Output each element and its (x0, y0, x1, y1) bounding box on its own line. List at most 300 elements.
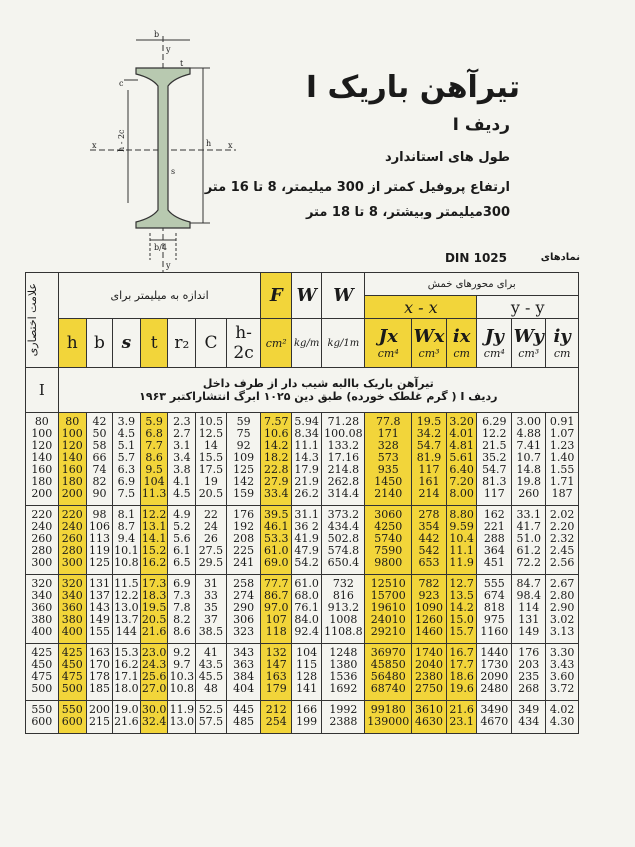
value-Wy: 61.2 (516, 544, 541, 557)
value-t: 9.5 (145, 463, 163, 476)
value-mark: 500 (31, 682, 53, 695)
value-iy: 2.02 (549, 508, 575, 521)
value-h: 400 (61, 625, 83, 638)
value-ix: 4.81 (449, 439, 474, 452)
value-t: 15.2 (141, 544, 167, 557)
value-r2: 6.5 (173, 556, 191, 569)
value-ix: 17.7 (449, 658, 474, 671)
cell-h (58, 506, 86, 575)
value-h: 260 (61, 532, 83, 545)
cell-Jy (477, 701, 512, 734)
value-mark: 280 (31, 544, 53, 557)
value-W2: 133.2 (327, 439, 360, 452)
value-Jx: 573 (377, 451, 399, 464)
value-h: 380 (61, 613, 83, 626)
value-F: 18.2 (263, 451, 289, 464)
value-c: 52.5 (198, 703, 224, 716)
value-t: 25.6 (141, 670, 167, 683)
value-ix: 11.1 (449, 544, 474, 557)
value-Jx: 29210 (370, 625, 406, 638)
value-t: 20.5 (141, 613, 167, 626)
header-iy-symbol: iy (553, 326, 571, 347)
value-Wy: 203 (518, 658, 540, 671)
value-Jx: 139000 (367, 715, 410, 728)
value-r2: 10.8 (169, 682, 195, 695)
value-Wy: 41.7 (516, 520, 541, 533)
value-mark: 220 (31, 508, 53, 521)
value-Jy: 12.2 (482, 427, 507, 440)
value-t: 104 (143, 475, 165, 488)
value-b: 215 (88, 715, 110, 728)
value-F: 107 (265, 613, 287, 626)
value-Wy: 268 (518, 682, 540, 695)
value-iy: 4.02 (549, 703, 575, 716)
value-h: 340 (61, 589, 83, 602)
cell-h2c (226, 413, 261, 506)
value-W2: 214.8 (327, 463, 360, 476)
header-r2: r₂ (168, 319, 196, 368)
cell-W2 (322, 701, 365, 734)
value-c: 38.5 (198, 625, 224, 638)
length-line-2: 300میلیمتر وبیشتر، 8 تا 18 متر (305, 205, 510, 220)
cell-t (140, 575, 168, 644)
value-mark: 140 (31, 451, 53, 464)
value-s: 17.1 (114, 670, 139, 683)
cell-F (261, 413, 291, 506)
value-iy: 0.91 (549, 415, 575, 428)
table-body (26, 368, 579, 734)
value-s: 4.5 (117, 427, 136, 440)
value-Wy: 131 (518, 613, 540, 626)
value-r2: 9.7 (173, 658, 191, 671)
value-Jx: 3060 (374, 508, 403, 521)
value-c: 24 (203, 520, 218, 533)
value-Jy: 35.2 (482, 451, 507, 464)
value-h2c: 109 (233, 451, 255, 464)
cell-Wy (512, 701, 546, 734)
value-Wx: 161 (418, 475, 440, 488)
value-Jy: 1160 (480, 625, 509, 638)
unit-W: kg/m (291, 319, 321, 368)
value-Wy: 33.1 (516, 508, 541, 521)
value-c: 12.5 (198, 427, 224, 440)
value-r2: 6.9 (173, 577, 191, 590)
cell-Jx (365, 413, 412, 506)
cell-W (291, 413, 321, 506)
cell-iy (546, 506, 579, 575)
cell-Jy (477, 644, 512, 701)
value-h: 475 (61, 670, 83, 683)
value-t: 23.0 (141, 646, 167, 659)
value-h: 300 (61, 556, 83, 569)
value-mark: 425 (31, 646, 53, 659)
cell-s (113, 644, 141, 701)
unit-W2: kg/1m (322, 319, 365, 368)
value-Wx: 1740 (415, 646, 444, 659)
value-ix: 23.1 (449, 715, 474, 728)
unit-iy: cm (553, 347, 571, 360)
value-t: 13.1 (141, 520, 167, 533)
unit-Wx: cm³ (418, 347, 440, 360)
value-c: 15.5 (198, 451, 224, 464)
value-F: 86.7 (263, 589, 289, 602)
cell-ix (446, 506, 476, 575)
cell-Jx (365, 701, 412, 734)
cell-c (196, 506, 226, 575)
value-Wx: 4630 (415, 715, 444, 728)
value-W2: 1108.8 (324, 625, 363, 638)
header-Jx-symbol: Jx (378, 326, 398, 347)
value-iy: 2.32 (549, 532, 575, 545)
value-W2: 1992 (329, 703, 358, 716)
cell-c (196, 644, 226, 701)
value-s: 144 (115, 625, 137, 638)
value-Wx: 34.2 (416, 427, 442, 440)
value-Wy: 235 (518, 670, 540, 683)
value-t: 30.0 (141, 703, 167, 716)
value-t: 19.5 (141, 601, 167, 614)
value-s: 13.0 (114, 601, 139, 614)
value-s: 19.0 (114, 703, 139, 716)
value-t: 5.9 (145, 415, 163, 428)
value-Wy: 19.8 (516, 475, 541, 488)
value-Wx: 1260 (415, 613, 444, 626)
data-group-row (26, 575, 579, 644)
cell-r2 (168, 413, 196, 506)
value-b: 90 (92, 487, 107, 500)
value-W2: 650.4 (327, 556, 360, 569)
unit-Jy: cm⁴ (483, 347, 505, 360)
value-s: 10.1 (114, 544, 139, 557)
diagram-label-x-right: x (228, 141, 233, 150)
value-Jx: 9800 (374, 556, 403, 569)
value-t: 32.4 (141, 715, 167, 728)
value-s: 21.6 (114, 715, 139, 728)
cell-Wx (412, 575, 447, 644)
value-h: 320 (61, 577, 83, 590)
value-F: 132 (265, 646, 287, 659)
cell-b (86, 575, 112, 644)
header-ix (446, 319, 476, 368)
value-b: 106 (88, 520, 110, 533)
value-h: 600 (61, 715, 83, 728)
value-Jy: 221 (483, 520, 505, 533)
cell-Jy (477, 575, 512, 644)
value-r2: 4.9 (173, 508, 191, 521)
value-W: 199 (296, 715, 318, 728)
value-W: 54.2 (294, 556, 319, 569)
value-b: 200 (88, 703, 110, 716)
value-mark: 475 (31, 670, 53, 683)
value-c: 41 (203, 646, 218, 659)
value-h: 120 (61, 439, 83, 452)
cell-s (113, 575, 141, 644)
cell-t (140, 644, 168, 701)
cell-s (113, 506, 141, 575)
value-mark: 550 (31, 703, 53, 716)
value-Wy: 260 (518, 487, 540, 500)
value-ix: 11.9 (449, 556, 474, 569)
cell-F (261, 644, 291, 701)
value-iy: 4.30 (549, 715, 575, 728)
value-W: 166 (296, 703, 318, 716)
value-r2: 7.8 (173, 601, 191, 614)
cell-t (140, 506, 168, 575)
value-Jy: 21.5 (482, 439, 507, 452)
value-W: 5.94 (294, 415, 319, 428)
value-t: 6.8 (145, 427, 163, 440)
value-Jx: 12510 (370, 577, 406, 590)
value-t: 12.2 (141, 508, 167, 521)
value-r2: 6.1 (173, 544, 191, 557)
value-s: 16.2 (114, 658, 139, 671)
cell-iy (546, 644, 579, 701)
value-ix: 10.4 (449, 532, 474, 545)
cell-Wx (412, 701, 447, 734)
value-c: 57.5 (198, 715, 224, 728)
value-W: 17.9 (294, 463, 319, 476)
value-iy: 2.56 (549, 556, 575, 569)
value-Jx: 171 (377, 427, 399, 440)
value-F: 27.9 (263, 475, 289, 488)
value-h: 180 (61, 475, 83, 488)
value-Jy: 288 (483, 532, 505, 545)
value-Wx: 278 (418, 508, 440, 521)
unit-Wy: cm³ (518, 347, 540, 360)
header-h: h (58, 319, 86, 368)
cell-h2c (226, 701, 261, 734)
value-r2: 11.9 (169, 703, 195, 716)
value-Wx: 2750 (415, 682, 444, 695)
value-Wx: 2380 (415, 670, 444, 683)
header-t: t (140, 319, 168, 368)
header-b: b (86, 319, 112, 368)
cell-h2c (226, 644, 261, 701)
value-Jx: 99180 (370, 703, 406, 716)
value-c: 10.5 (198, 415, 224, 428)
value-F: 212 (265, 703, 287, 716)
section-symbol: I (26, 368, 59, 413)
header-h2c: h-2c (226, 319, 261, 368)
cell-Wx (412, 506, 447, 575)
value-h2c: 384 (233, 670, 255, 683)
value-W2: 17.16 (327, 451, 360, 464)
value-F: 147 (265, 658, 287, 671)
header-Wx (412, 319, 447, 368)
cell-b (86, 413, 112, 506)
value-F: 10.6 (263, 427, 289, 440)
value-mark: 320 (31, 577, 53, 590)
value-c: 37 (203, 613, 218, 626)
value-iy: 2.45 (549, 544, 575, 557)
length-line-1: ارتفاع پروفیل کمتر از 300 میلیمتر، 8 تا 16 متر (204, 180, 510, 195)
value-Jy: 1730 (480, 658, 509, 671)
value-t: 16.2 (141, 556, 167, 569)
value-Jy: 3490 (480, 703, 509, 716)
header-W2: W (322, 273, 365, 319)
value-h2c: 404 (233, 682, 255, 695)
cell-Wy (512, 575, 546, 644)
data-group-row (26, 701, 579, 734)
value-ix: 9.59 (449, 520, 474, 533)
header-W: W (291, 273, 321, 319)
value-h: 240 (61, 520, 83, 533)
value-r2: 2.7 (173, 427, 191, 440)
value-W: 14.3 (294, 451, 319, 464)
value-c: 22 (203, 508, 218, 521)
diagram-label-c: c (119, 79, 124, 88)
value-Jy: 6.29 (482, 415, 507, 428)
value-Jx: 36970 (370, 646, 406, 659)
value-Jy: 81.3 (482, 475, 507, 488)
value-t: 14.1 (141, 532, 167, 545)
value-iy: 3.30 (549, 646, 575, 659)
value-c: 45.5 (198, 670, 224, 683)
value-Jx: 45850 (370, 658, 406, 671)
cell-F (261, 701, 291, 734)
value-r2: 8.2 (173, 613, 191, 626)
value-W2: 732 (332, 577, 354, 590)
cell-F (261, 506, 291, 575)
cell-W2 (322, 644, 365, 701)
value-Jx: 68740 (370, 682, 406, 695)
diagram-label-x-left: x (92, 141, 97, 150)
value-ix: 21.6 (449, 703, 474, 716)
value-Wx: 1460 (415, 625, 444, 638)
value-W2: 502.8 (327, 532, 360, 545)
value-Wy: 72.2 (516, 556, 541, 569)
value-h2c: 363 (233, 658, 255, 671)
diagram-label-t: t (180, 59, 184, 68)
value-Wy: 114 (518, 601, 540, 614)
value-h: 280 (61, 544, 83, 557)
value-W2: 2388 (329, 715, 358, 728)
value-W2: 816 (332, 589, 354, 602)
value-W2: 1536 (329, 670, 358, 683)
value-Jx: 328 (377, 439, 399, 452)
value-r2: 4.5 (173, 487, 191, 500)
header-Jy (477, 319, 512, 368)
cell-r2 (168, 701, 196, 734)
value-ix: 8.80 (449, 508, 474, 521)
cell-Wx (412, 644, 447, 701)
cell-mark (26, 413, 59, 506)
value-b: 119 (88, 544, 110, 557)
value-W: 26.2 (294, 487, 319, 500)
value-ix: 12.7 (449, 577, 474, 590)
value-W2: 1692 (329, 682, 358, 695)
value-iy: 1.55 (549, 463, 575, 476)
value-h: 360 (61, 601, 83, 614)
value-b: 170 (88, 658, 110, 671)
cell-t (140, 701, 168, 734)
value-Jy: 364 (483, 544, 505, 557)
value-Wy: 7.41 (516, 439, 541, 452)
value-Wx: 782 (418, 577, 440, 590)
value-Wx: 3610 (415, 703, 444, 716)
value-W: 115 (296, 658, 318, 671)
value-iy: 1.23 (549, 439, 575, 452)
cell-Wy (512, 413, 546, 506)
value-W: 128 (296, 670, 318, 683)
value-c: 33 (203, 589, 218, 602)
value-ix: 19.6 (449, 682, 474, 695)
value-c: 19 (203, 475, 218, 488)
value-Wx: 653 (418, 556, 440, 569)
value-Jy: 4670 (480, 715, 509, 728)
value-Wy: 84.7 (516, 577, 541, 590)
value-s: 10.8 (114, 556, 139, 569)
value-r2: 5.2 (173, 520, 191, 533)
value-t: 11.3 (141, 487, 167, 500)
cell-h2c (226, 575, 261, 644)
value-F: 46.1 (263, 520, 289, 533)
value-ix: 8.00 (449, 487, 474, 500)
value-W: 21.9 (294, 475, 319, 488)
value-Jy: 555 (483, 577, 505, 590)
value-ix: 16.7 (449, 646, 474, 659)
value-mark: 160 (31, 463, 53, 476)
cell-ix (446, 701, 476, 734)
standard-lengths-heading: طول های استاندارد (385, 150, 510, 165)
value-Jy: 2090 (480, 670, 509, 683)
cell-mark (26, 575, 59, 644)
value-W: 36 2 (294, 520, 319, 533)
value-Jx: 5740 (374, 532, 403, 545)
value-r2: 3.8 (173, 463, 191, 476)
value-iy: 1.07 (549, 427, 575, 440)
value-W: 41.9 (294, 532, 319, 545)
value-r2: 3.4 (173, 451, 191, 464)
cell-b (86, 701, 112, 734)
cell-Jx (365, 506, 412, 575)
value-Jy: 1440 (480, 646, 509, 659)
value-Wx: 214 (418, 487, 440, 500)
cell-r2 (168, 575, 196, 644)
value-Wx: 117 (418, 463, 440, 476)
cell-h (58, 413, 86, 506)
value-iy: 3.43 (549, 658, 575, 671)
value-Jy: 117 (483, 487, 505, 500)
value-Jy: 451 (483, 556, 505, 569)
value-W: 76.1 (294, 601, 319, 614)
value-F: 97.0 (263, 601, 289, 614)
i-beam-properties-table (25, 272, 579, 734)
value-Wy: 3.00 (516, 415, 541, 428)
value-Wy: 4.88 (516, 427, 541, 440)
diagram-label-y-top: y (166, 45, 171, 54)
value-W2: 913.2 (327, 601, 360, 614)
value-ix: 15.7 (449, 625, 474, 638)
cell-iy (546, 701, 579, 734)
value-mark: 260 (31, 532, 53, 545)
axis-yy-header: y - y (477, 296, 579, 319)
unit-ix: cm (453, 347, 470, 360)
cell-Jy (477, 413, 512, 506)
value-mark: 300 (31, 556, 53, 569)
value-F: 22.8 (263, 463, 289, 476)
value-c: 43.5 (198, 658, 224, 671)
cell-Jy (477, 506, 512, 575)
value-mark: 200 (31, 487, 53, 500)
value-Jy: 674 (483, 589, 505, 602)
value-Wy: 176 (518, 646, 540, 659)
value-iy: 2.90 (549, 601, 575, 614)
value-F: 69.0 (263, 556, 289, 569)
value-b: 50 (92, 427, 107, 440)
unit-Jx: cm⁴ (377, 347, 399, 360)
value-Wy: 14.8 (516, 463, 541, 476)
